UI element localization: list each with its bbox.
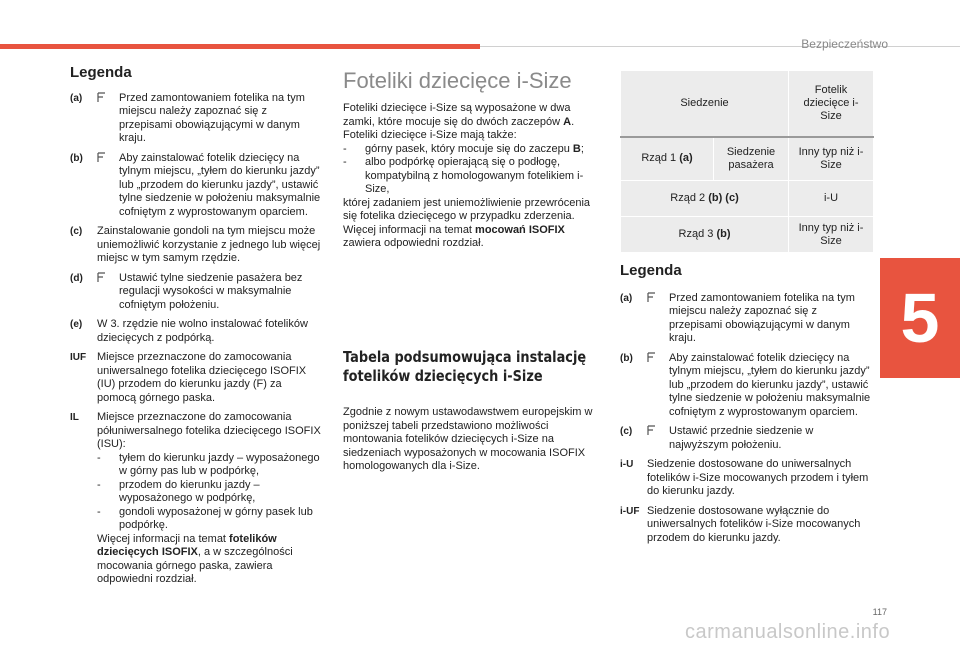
legend-code: i-UF: [620, 505, 640, 517]
legend-text: Siedzenie dostosowane wyłącznie do uniwersalnych fotelików i-Size mocowanych przodem do kierunku jazdy.: [647, 504, 861, 544]
legend-item: [70, 92, 322, 146]
legend-item: [70, 152, 322, 220]
page-title: Foteliki dziecięce i-Size: [343, 68, 572, 93]
table-cell-value: i-U: [789, 181, 874, 217]
arrow-icon: [97, 152, 119, 220]
page-number: 117: [872, 607, 887, 617]
legend-item: [620, 352, 872, 420]
table-row: [621, 217, 874, 253]
legend-item: [620, 425, 872, 452]
table-header-row: [621, 71, 874, 137]
right-legend: [620, 264, 872, 551]
table-header-seat: Siedzenie: [621, 71, 789, 137]
legend-code: IL: [70, 412, 79, 423]
legend-text: Ustawić tylne siedzenie pasażera bez regulacji wysokości w maksymalnie cofniętym położeniu.: [119, 271, 303, 311]
section-title: Bezpieczeństwo: [801, 37, 888, 51]
arrow-icon: [647, 292, 669, 346]
legend-code: i-U: [620, 459, 634, 470]
il-dash-text: przodem do kierunku jazdy – wyposażonego w podpórkę,: [119, 478, 260, 504]
legend-text: Miejsce przeznaczone do zamocowania uniwersalnego fotelika dziecięcego ISOFIX (IU) przodem do kierunku jazdy (F) za pomocą górnego paska.: [97, 351, 307, 404]
legend-item: [70, 225, 322, 266]
il-more-info: Więcej informacji na temat fotelików dziecięcych ISOFIX, a w szczególności mocowania górnego paska, zawiera odpowiedni rozdział.: [97, 532, 293, 585]
header-divider: [480, 46, 960, 47]
isize-section: [343, 68, 601, 251]
legend-code: (a): [620, 292, 633, 304]
summary-heading-2: fotelików dziecięcych i-Size: [343, 367, 543, 385]
legend-text: Aby zainstalować fotelik dziecięcy na tylnym miejscu, „tyłem do kierunku jazdy” lub „przodem do kierunku jazdy”, ustawić tylne siedzenie w położeniu maksymalnie cofniętym z wyprostowanym oparciem.: [119, 151, 321, 218]
table-cell-row: Rząd 1 (a): [621, 137, 714, 181]
table-cell-seat: Siedzenie pasażera: [714, 137, 789, 181]
left-legend: [70, 66, 322, 593]
isize-more-info: Więcej informacji na temat mocowań ISOFIX zawiera odpowiedni rozdział.: [343, 223, 565, 249]
il-dash-1: - tyłem do kierunku jazdy – wyposażonego w górny pas lub w podpórkę,: [97, 452, 322, 479]
legend-item: [620, 458, 872, 499]
arrow-icon: [647, 352, 669, 420]
summary-heading-1: Tabela podsumowująca instalację: [343, 348, 587, 366]
il-intro: Miejsce przeznaczone do zamocowania półuniwersalnego fotelika dziecięcego ISOFIX (ISU):: [97, 411, 321, 450]
table-cell-row: Rząd 3 (b): [621, 217, 789, 253]
header-accent-bar: [0, 44, 480, 49]
legend-item: [70, 318, 322, 345]
legend-item: [70, 351, 322, 405]
table-cell-value: Inny typ niż i-Size: [789, 137, 874, 181]
watermark: carmanualsonline.info: [685, 621, 891, 643]
isize-purpose: której zadaniem jest uniemożliwienie przewrócenia się fotelika dziecięcego w przypadku zderzenia.: [343, 196, 591, 222]
table-header-type: Fotelik dziecięce i-Size: [789, 71, 874, 137]
chapter-tab: 5: [880, 258, 960, 378]
table-row: [621, 137, 874, 181]
arrow-icon: [647, 425, 669, 452]
legend-code: (c): [70, 226, 83, 237]
legend-list: [620, 292, 872, 546]
legend-item: [620, 505, 872, 546]
il-dash-2: - przodem do kierunku jazdy – wyposażonego w podpórkę,: [97, 479, 322, 506]
isize-also: Foteliki dziecięce i-Size mają także:: [343, 129, 517, 141]
summary-intro: Zgodnie z nowym ustawodawstwem europejskim w poniższej tabeli przedstawiono możliwości montowania fotelików dziecięcych i-Size na siedzeniach wyposażonych w mocowania ISOFIX homologowanych dla i-Size.: [343, 406, 593, 472]
isize-dash-1: - górny pasek, który mocuje się do zaczepu B;: [343, 142, 584, 155]
legend-item-il: [70, 411, 322, 587]
legend-list: [70, 92, 322, 406]
arrow-icon: [97, 92, 119, 146]
legend-code: (c): [620, 426, 633, 437]
arrow-icon: [97, 272, 119, 313]
table-cell-value: Inny typ niż i-Size: [789, 217, 874, 253]
legend-item: [70, 272, 322, 313]
table-row: [621, 181, 874, 217]
legend-code: (b): [70, 152, 83, 164]
legend-code: IUF: [70, 352, 87, 363]
isize-table-wrap: [620, 70, 874, 253]
legend-text: Siedzenie dostosowane do uniwersalnych fotelików i-Size mocowanych przodem i tyłem do kierunku jazdy.: [647, 458, 869, 497]
legend-text: Przed zamontowaniem fotelika na tym miejscu należy zapoznać się z przepisami obowiązującymi w danym kraju.: [669, 291, 855, 344]
legend-title: Legenda: [620, 262, 682, 279]
legend-text: Zainstalowanie gondoli na tym miejscu może uniemożliwić korzystanie z jednego lub więcej miejsc w tym samym rzędzie.: [97, 225, 321, 264]
summary-section: [343, 348, 601, 474]
legend-code: (a): [70, 92, 83, 104]
legend-text: [97, 411, 322, 587]
legend-text: Aby zainstalować fotelik dziecięcy na tylnym miejscu, „tyłem do kierunku jazdy” lub „przodem do kierunku jazdy”, ustawić tylne siedzenie w położeniu maksymalnie cofniętym z wyprostowanym oparciem.: [669, 351, 871, 418]
legend-code: (d): [70, 272, 83, 284]
il-dash-3: - gondoli wyposażonej w górny pasek lub podpórkę.: [97, 506, 322, 533]
isize-intro: Foteliki dziecięce i-Size są wyposażone w dwa zamki, które mocuje się do dwóch zaczepów A.: [343, 102, 575, 128]
table-cell-row: Rząd 2 (b) (c): [621, 181, 789, 217]
isize-table: [620, 70, 874, 253]
legend-code: (e): [70, 319, 83, 330]
legend-text: W 3. rzędzie nie wolno instalować fotelików dziecięcych z podpórką.: [97, 318, 308, 344]
legend-text: Przed zamontowaniem fotelika na tym miejscu należy zapoznać się z przepisami obowiązującymi w danym kraju.: [119, 91, 305, 144]
isize-dash-2: - albo podpórkę opierającą się o podłogę, kompatybilną z homologowanym fotelikiem i-Size,: [343, 156, 584, 195]
legend-title: Legenda: [70, 64, 132, 81]
il-dash-text: tyłem do kierunku jazdy – wyposażonego w górny pas lub w podpórkę,: [119, 451, 320, 477]
legend-item: [620, 292, 872, 346]
legend-text: Ustawić przednie siedzenie w najwyższym położeniu.: [669, 425, 814, 451]
legend-code: (b): [620, 352, 633, 364]
il-dash-text: gondoli wyposażonej w górny pasek lub podpórkę.: [119, 505, 313, 531]
